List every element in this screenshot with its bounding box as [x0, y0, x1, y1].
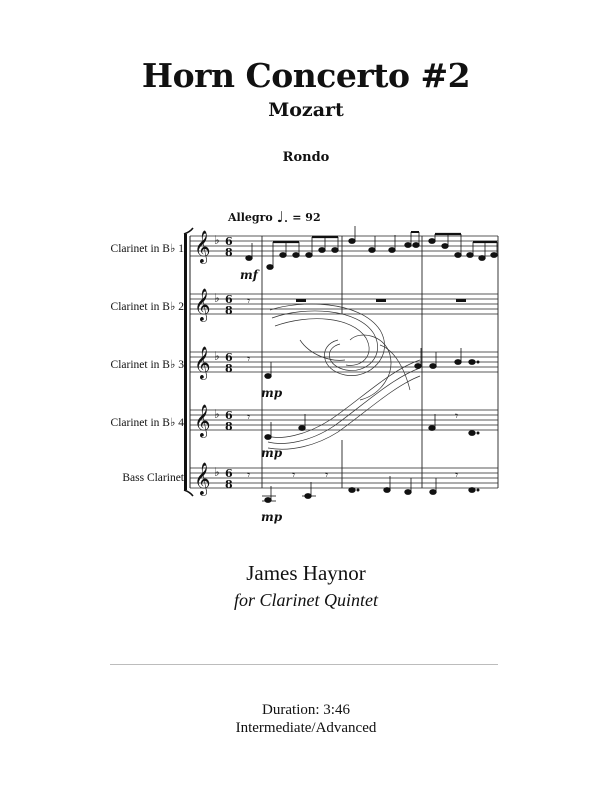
svg-text:♭: ♭ — [214, 291, 220, 305]
dynamic-mp: mp — [261, 446, 283, 460]
svg-text:8: 8 — [225, 420, 233, 433]
svg-text:8: 8 — [225, 362, 233, 375]
clefs-and-signatures — [194, 230, 233, 496]
dynamic-mp: mp — [261, 386, 283, 400]
svg-text:♭: ♭ — [214, 233, 220, 247]
swirl-decoration — [268, 304, 420, 449]
difficulty-level: Intermediate/Advanced — [235, 720, 377, 736]
score-title: Horn Concerto #2 — [141, 56, 471, 95]
dynamic-mp: mp — [261, 510, 283, 524]
notes-clarinet-1 — [246, 226, 497, 269]
svg-text:6: 6 — [225, 467, 233, 480]
svg-text:𝄾: 𝄾 — [455, 409, 459, 423]
treble-clef-icon: 𝄞 — [194, 404, 211, 437]
dynamic-mf: mf — [240, 268, 258, 282]
instrument-label-clarinet-4: Clarinet in B♭ 4 — [110, 417, 184, 429]
svg-text:𝄾: 𝄾 — [247, 410, 251, 424]
rests-clarinet-2 — [247, 294, 466, 308]
duration-text: Duration: 3:46 — [262, 702, 350, 718]
divider-line — [110, 664, 498, 665]
instrument-label-bass-clarinet: Bass Clarinet — [122, 472, 184, 484]
svg-text:𝄾: 𝄾 — [325, 468, 329, 482]
svg-text:8: 8 — [225, 478, 233, 491]
instrument-label-clarinet-3: Clarinet in B♭ 3 — [110, 359, 184, 371]
svg-text:𝄾: 𝄾 — [247, 468, 251, 482]
treble-clef-icon: 𝄞 — [194, 346, 211, 379]
svg-text:6: 6 — [225, 293, 233, 306]
svg-text:6: 6 — [225, 409, 233, 422]
flat-key-signature — [214, 233, 220, 479]
svg-text:𝄾: 𝄾 — [455, 468, 459, 482]
treble-clef-icon: 𝄞 — [194, 288, 211, 321]
notes-clarinet-4 — [247, 409, 479, 439]
svg-text:♭: ♭ — [214, 407, 220, 421]
instrument-label-clarinet-1: Clarinet in B♭ 1 — [110, 243, 184, 255]
svg-text:𝄾: 𝄾 — [292, 468, 296, 482]
staff-lines — [190, 236, 498, 488]
svg-text:♭: ♭ — [214, 349, 220, 363]
composer-name: Mozart — [268, 99, 344, 121]
instrument-label-clarinet-2: Clarinet in B♭ 2 — [110, 301, 184, 313]
svg-text:8: 8 — [225, 246, 233, 259]
ensemble-subtitle: for Clarinet Quintet — [234, 590, 378, 610]
treble-clef-icon: 𝄞 — [194, 462, 211, 495]
svg-text:6: 6 — [225, 235, 233, 248]
svg-text:𝄾: 𝄾 — [247, 294, 251, 308]
svg-text:6: 6 — [225, 351, 233, 364]
treble-clef-icon: 𝄞 — [194, 230, 211, 263]
svg-text:𝄾: 𝄾 — [247, 352, 251, 366]
tempo-label: Allegro — [228, 211, 273, 224]
tempo-note-glyph: ♩. — [276, 208, 289, 226]
arranger-name: James Haynor — [246, 561, 366, 585]
tempo-value: = 92 — [292, 211, 321, 224]
time-signatures — [225, 235, 233, 491]
movement-title: Rondo — [282, 150, 330, 165]
svg-text:8: 8 — [225, 304, 233, 317]
svg-text:♭: ♭ — [214, 465, 220, 479]
